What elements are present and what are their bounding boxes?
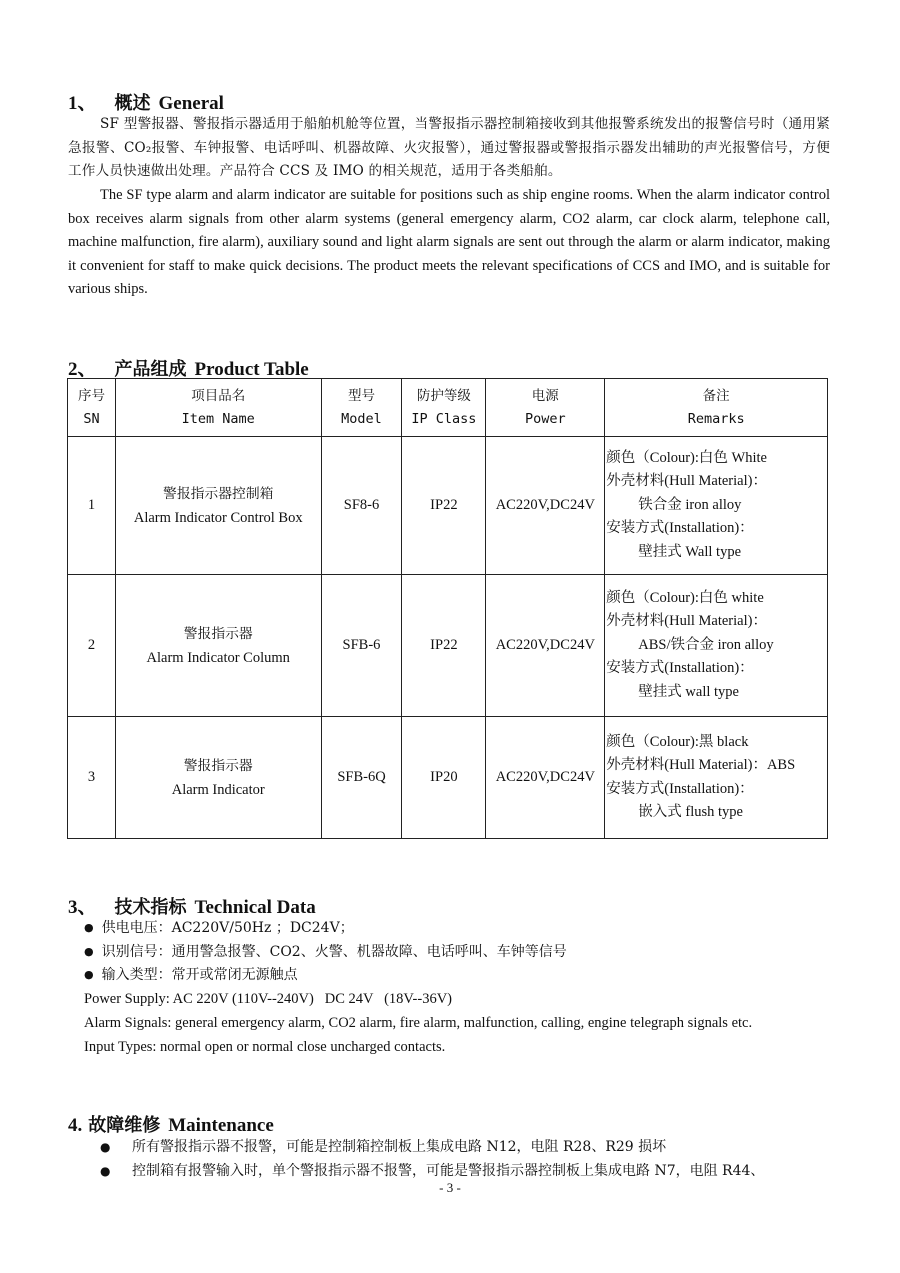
cell-remarks: 颜色（Colour):白色 white 外壳材料(Hull Material)： ABS/铁合金 iron alloy 安装方式(Installation)： 壁挂式 wall type [605,575,828,717]
list-item: ● 控制箱有报警输入时，单个警报指示器不报警，可能是警报指示器控制板上集成电路 N7，电阻 R44、 [100,1159,764,1183]
technical-en-lines [84,987,752,1059]
section-title-maintenance: 4. 故障维修 Maintenance [68,1115,274,1136]
header-remarks: 备注 Remarks [605,379,828,437]
table-row [68,717,828,839]
product-table [67,378,828,839]
cell-ip-class: IP22 [402,575,486,717]
cell-ip-class: IP20 [402,717,486,839]
cell-model: SFB-6 [321,575,402,717]
alarm-signals-line: Alarm Signals: general emergency alarm, CO2 alarm, fire alarm, malfunction, calling, engine telegraph signals etc. [84,1015,753,1031]
header-model: 型号 Model [321,379,402,437]
list-item: ● 所有警报指示器不报警，可能是控制箱控制板上集成电路 N12，电阻 R28、R29 损坏 [100,1135,764,1159]
list-item: ● 输入类型：常开或常闭无源触点 [84,964,567,988]
cell-item-name: 警报指示器 Alarm Indicator [115,717,321,839]
page-number: - 3 - [439,1180,461,1195]
technical-bullets [84,917,567,988]
power-supply-line: Power Supply: AC 220V (110V--240V) DC 24V (18V--36V) [84,991,453,1007]
cell-remarks: 颜色（Colour):白色 White 外壳材料(Hull Material)： 铁合金 iron alloy 安装方式(Installation)： 壁挂式 Wall type [605,437,828,575]
cell-sn: 3 [68,717,116,839]
cell-remarks: 颜色（Colour):黑 black 外壳材料(Hull Material)：ABS 安装方式(Installation)： 嵌入式 flush type [605,717,828,839]
section-title-technical-data: 3、 技术指标 Technical Data [68,897,316,918]
cell-power: AC220V,DC24V [486,575,605,717]
header-item-name: 项目品名 Item Name [115,379,321,437]
general-paragraph-en: The SF type alarm and alarm indicator are suitable for positions such as ship engine rooms. When the alarm indicator control box receives alarm signals from other alarm systems (general emergency alarm, CO2 alarm, car clock alarm, telephone call, machine malfunction, fire alarm), auxiliary sound and light alarm signals are sent out through the alarm or alarm indicator, making it convenient for staff to make quick decisions. The product meets the relevant specifications of CCS and IMO, and is suitable for various ships. [68,187,830,297]
cell-power: AC220V,DC24V [486,717,605,839]
cell-item-name: 警报指示器 Alarm Indicator Column [115,575,321,717]
header-power: 电源 Power [486,379,605,437]
maintenance-list [100,1135,764,1183]
cell-model: SF8-6 [321,437,402,575]
table-header-row [68,379,828,437]
table-row [68,437,828,575]
list-item: ● 供电电压：AC220V/50Hz ；DC24V； [84,917,567,941]
section-title-product-table: 2、 产品组成 Product Table [68,359,309,380]
cell-model: SFB-6Q [321,717,402,839]
cell-power: AC220V,DC24V [486,437,605,575]
cell-ip-class: IP22 [402,437,486,575]
cell-sn: 2 [68,575,116,717]
list-item: ● 识别信号：通用警急报警、CO2、火警、机器故障、电话呼叫、车钟等信号 [84,941,567,965]
section-title-general: 1、 概述 General [68,93,224,114]
header-sn: 序号 SN [68,379,116,437]
header-ip-class: 防护等级 IP Class [402,379,486,437]
cell-item-name: 警报指示器控制箱 Alarm Indicator Control Box [115,437,321,575]
cell-sn: 1 [68,437,116,575]
input-types-line: Input Types: normal open or normal close uncharged contacts. [84,1039,446,1055]
general-paragraph-cn: SF 型警报器、警报指示器适用于船舶机舱等位置，当警报指示器控制箱接收到其他报警系统发出的报警信号时（通用紧急报警、CO₂报警、车钟报警、电话呼叫、机器故障、火灾报警），通过警报器或警报指示器发出辅助的声光报警信号，方便工作人员快速做出处理。产品符合 CCS 及 IMO 的相关规范，适用于各类船舶。 [68,116,830,179]
table-row [68,575,828,717]
